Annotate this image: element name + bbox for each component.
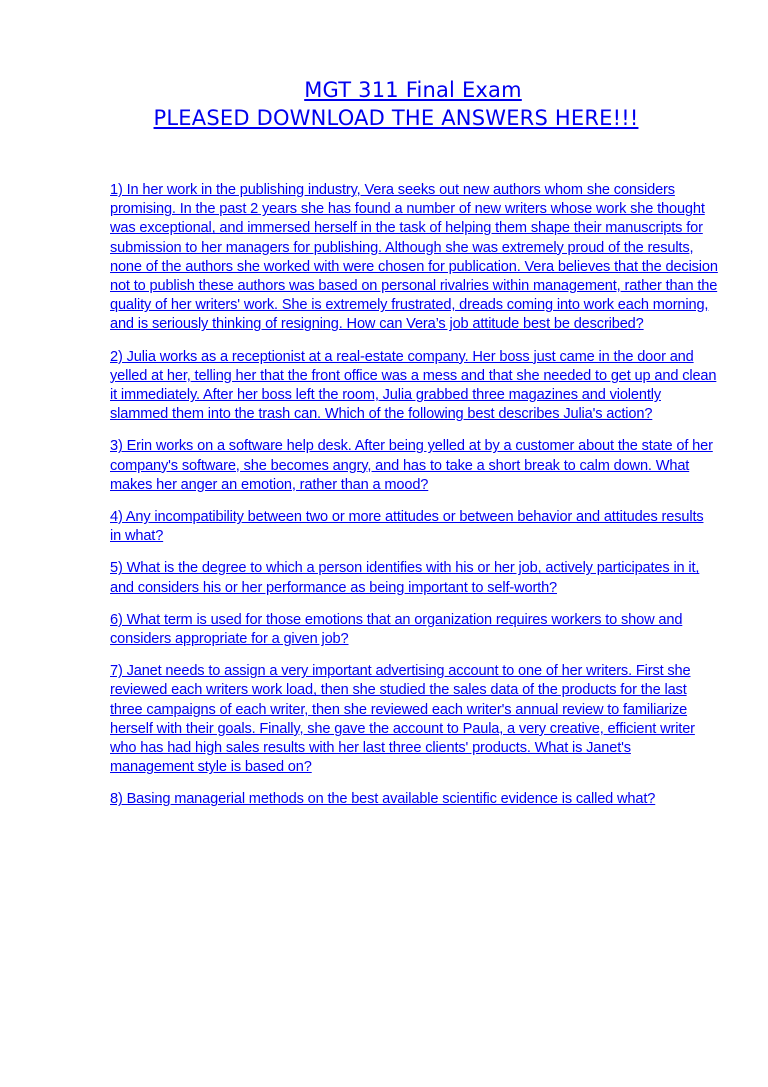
exam-title-link[interactable]: MGT 311 Final Exam — [304, 78, 522, 102]
question-link-5[interactable]: 5) What is the degree to which a person identifies with his or her job, actively participates in it, and considers his or her performance as being important to self-worth? — [110, 560, 700, 596]
question-link-7[interactable]: 7) Janet needs to assign a very important advertising account to one of her writers. First she reviewed each writers work load, then she studied the sales data of the products for the last three campaigns of each writer, then she reviewed each writer's annual review to familiarize herself with their goals. Finally, she gave the account to Paula, a very creative, efficient writer who has had high sales results with her last three clients' products. What is Janet's management style is based on? — [110, 663, 695, 776]
question-link-6[interactable]: 6) What term is used for those emotions that an organization requires workers to show and considers appropriate for a given job? — [110, 611, 683, 648]
question-link-3[interactable]: 3) Erin works on a software help desk. After being yelled at by a customer about the state of her company's software, she becomes angry, and has to take a short break to calm down. What makes her anger an emotion, rather than a mood? — [110, 438, 713, 493]
document-header — [0, 76, 768, 132]
question-link-1[interactable]: 1) In her work in the publishing industry, Vera seeks out new authors whom she considers promising. In the past 2 years she has found a number of new writers whose work she thought was exceptional, and immersed herself in the task of helping them shape their manuscripts for submission to her managers for publishing. Although she was extremely proud of the results, none of the authors she worked with were chosen for publication. Vera believes that the decision not to publish these authors was based on personal rivalries within management, rather than the quality of her writers' work. She is extremely frustrated, dreads coming into work each morning, and is seriously thinking of resigning. How can Vera’s job attitude best be described? — [110, 182, 718, 333]
question-link-4[interactable]: 4) Any incompatibility between two or more attitudes or between behavior and attitudes results in what? — [110, 509, 704, 545]
download-answers-link[interactable]: PLEASED DOWNLOAD THE ANSWERS HERE!!! — [153, 106, 639, 130]
question-link-2[interactable]: 2) Julia works as a receptionist at a real-estate company. Her boss just came in the door and yelled at her, telling her that the front office was a mess and that she needed to get up and clean it immediately. After her boss left the room, Julia grabbed three magazines and violently slammed them into the trash can. Which of the following best describes Julia's action? — [110, 348, 717, 423]
question-list — [110, 181, 718, 823]
question-link-8[interactable]: 8) Basing managerial methods on the best available scientific evidence is called what? — [110, 791, 656, 808]
